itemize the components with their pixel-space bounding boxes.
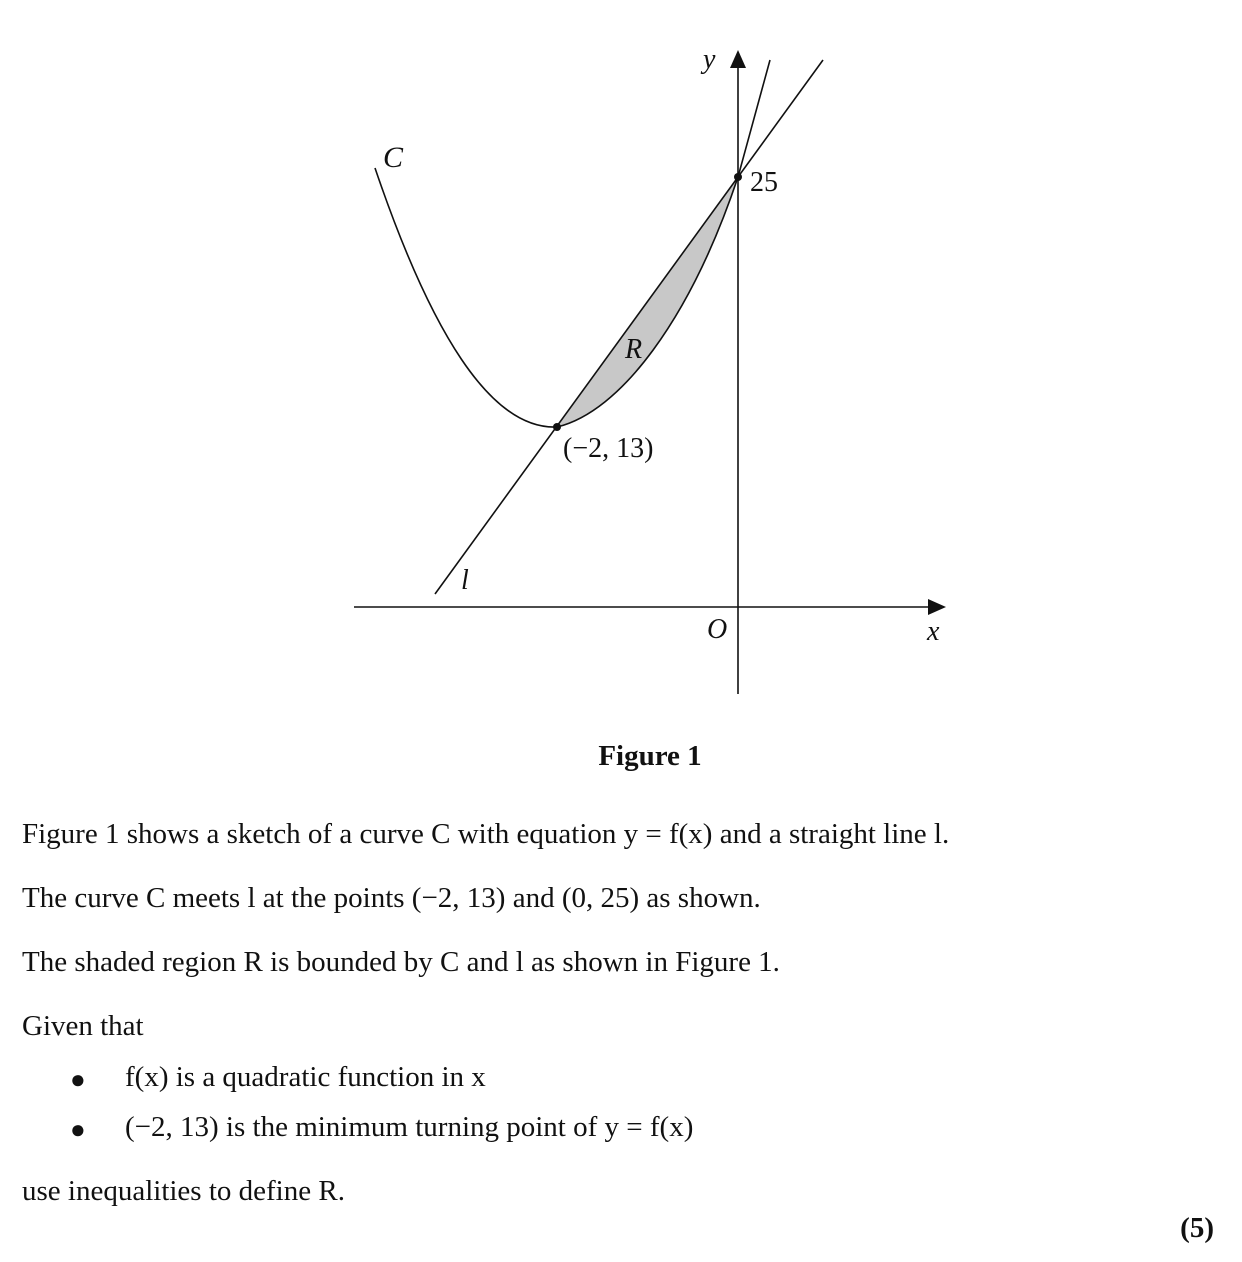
origin-label: O (707, 614, 728, 645)
question-line-4: Given that (22, 1010, 144, 1042)
intersection-point-min (553, 423, 561, 431)
figure-caption: Figure 1 (598, 740, 702, 772)
curve-c-label: C (383, 141, 404, 174)
line-l (435, 60, 823, 594)
bullet-1-text: f(x) is a quadratic function in x (125, 1061, 486, 1093)
question-line-3: The shaded region R is bounded by C and l as shown in Figure 1. (22, 946, 780, 978)
intersection-point-y-intercept (734, 173, 742, 181)
bullet-2-text: (−2, 13) is the minimum turning point of y = f(x) (125, 1111, 694, 1143)
question-line-2: The curve C meets l at the points (−2, 13) and (0, 25) as shown. (22, 882, 761, 914)
bullet-1-marker: ● (70, 1065, 86, 1094)
marks-allocation: (5) (1180, 1212, 1214, 1244)
question-line-5: use inequalities to define R. (22, 1175, 345, 1207)
bullet-2-marker: ● (70, 1115, 86, 1144)
x-axis-label: x (927, 616, 940, 647)
y-intercept-label: 25 (750, 167, 778, 198)
y-axis-label: y (703, 44, 716, 75)
line-l-label: l (461, 565, 469, 596)
region-r-label: R (625, 334, 643, 365)
min-point-label: (−2, 13) (563, 433, 654, 464)
x-axis-arrow (928, 599, 946, 615)
y-axis-arrow (730, 50, 746, 68)
question-line-1: Figure 1 shows a sketch of a curve C with equation y = f(x) and a straight line l. (22, 818, 950, 850)
